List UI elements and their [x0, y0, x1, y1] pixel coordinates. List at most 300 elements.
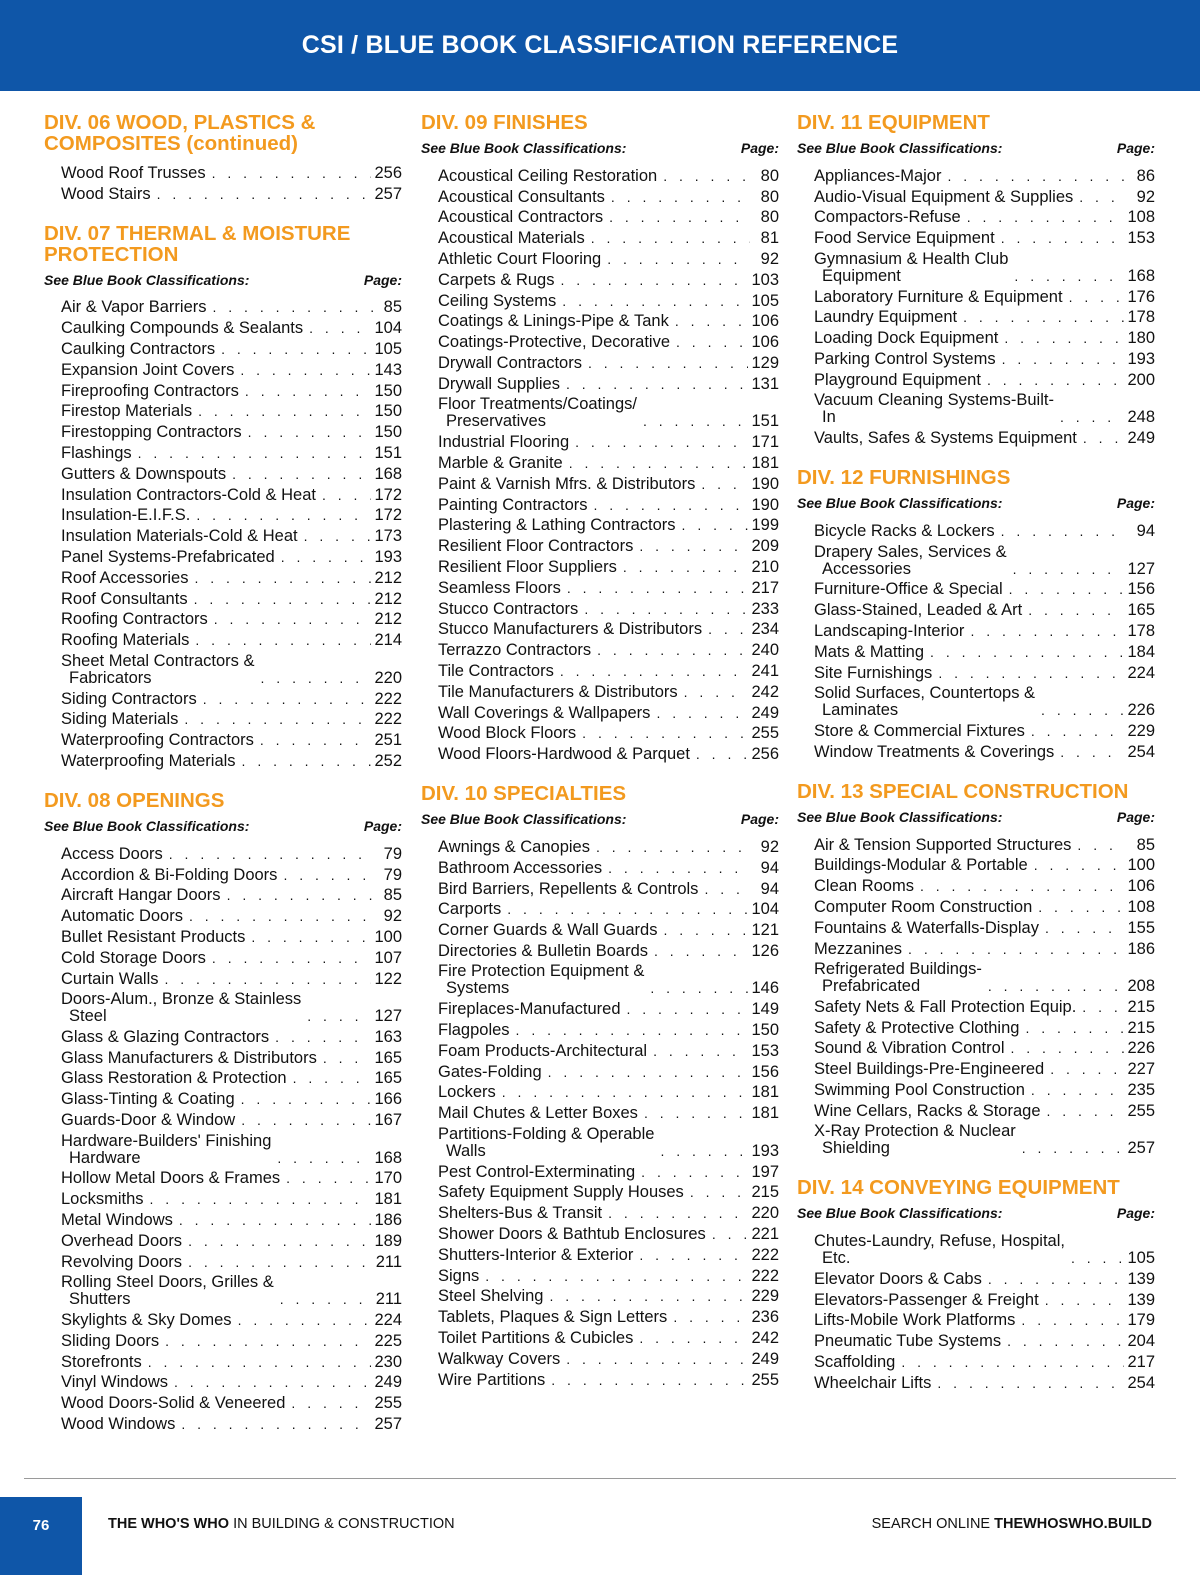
classification-name-text: Wheelchair Lifts [814, 1373, 932, 1392]
classification-name-text: Sheet Metal Contractors & [61, 651, 255, 670]
classification-name-text: Signs [438, 1266, 480, 1285]
page-number-ref: 149 [751, 1000, 779, 1019]
classification-name [814, 189, 1073, 206]
classification-entry [438, 742, 779, 763]
classification-entry [61, 687, 402, 708]
classification-name-text: Terrazzo Contractors [438, 641, 592, 660]
page-number-ref: 186 [374, 1211, 402, 1230]
classification-entry [438, 1181, 779, 1202]
dot-leader [277, 1150, 371, 1167]
classification-name [438, 1001, 621, 1018]
classification-name-text: Mail Chutes & Letter Boxes [438, 1104, 638, 1123]
dot-leader [212, 165, 372, 182]
classification-name-text: Carports [438, 900, 502, 919]
classification-name [61, 1091, 235, 1108]
classification-name [61, 632, 189, 649]
classification-entry [438, 1101, 779, 1122]
classification-name [438, 1247, 633, 1264]
dot-leader [1083, 430, 1125, 447]
page-number-ref: 108 [1127, 897, 1155, 916]
classification-name [814, 602, 1022, 619]
classification-name [438, 746, 690, 763]
classification-name-text: Glass Manufacturers & Distributors [61, 1048, 317, 1067]
page-number-ref: 229 [1127, 721, 1155, 740]
classification-entry [814, 995, 1155, 1016]
classification-entry [814, 206, 1155, 227]
page-number-ref: 80 [760, 166, 779, 185]
column-2 [421, 112, 779, 1409]
classification-name-text: Acoustical Materials [438, 229, 585, 248]
classification-name-text: Glass-Tinting & Coating [61, 1090, 235, 1109]
dot-leader [1077, 837, 1126, 854]
classification-name [61, 929, 245, 946]
classification-list [797, 519, 1155, 761]
classification-name-text: Marble & Granite [438, 453, 563, 472]
dot-leader [323, 1050, 372, 1067]
dot-leader [607, 251, 750, 268]
classification-entry [61, 1025, 402, 1046]
page-number-ref: 204 [1127, 1332, 1155, 1351]
classification-entry [438, 1326, 779, 1347]
classification-entry [61, 1329, 402, 1350]
division-title: DIV. 12 FURNISHINGS [797, 466, 1011, 490]
classification-name-text: Tablets, Plaques & Sign Letters [438, 1308, 668, 1327]
classification-name-text: Automatic Doors [61, 907, 183, 926]
page-number-ref: 81 [760, 229, 779, 248]
classification-name-text: X-Ray Protection & Nuclear [814, 1122, 1016, 1141]
dot-leader [1028, 602, 1124, 619]
page-number-ref: 127 [1127, 559, 1155, 578]
dot-leader [245, 383, 372, 400]
dot-leader [240, 362, 371, 379]
classification-name-continued: Shutters [69, 1290, 131, 1309]
page-number-ref: 254 [1127, 742, 1155, 761]
page-number-ref: 227 [1127, 1060, 1155, 1079]
page-number-ref: 193 [1127, 349, 1155, 368]
page-number-ref: 92 [1136, 187, 1155, 206]
division-section [421, 112, 779, 763]
classification-name [438, 963, 644, 997]
page-number-ref: 222 [751, 1266, 779, 1285]
page-title: CSI / BLUE BOOK CLASSIFICATION REFERENCE [301, 31, 899, 59]
page-number-ref: 248 [1127, 408, 1155, 427]
classification-name [61, 732, 254, 749]
classification-entry [61, 379, 402, 400]
page-number-ref: 143 [374, 360, 402, 379]
classification-name [814, 1354, 895, 1371]
dot-leader [189, 908, 373, 925]
classification-name-text: Steel Buildings-Pre-Engineered [814, 1060, 1045, 1079]
classification-name-text: Mezzanines [814, 939, 903, 958]
classification-name-text: Laundry Equipment [814, 308, 958, 327]
dot-leader [184, 711, 371, 728]
classification-entry [814, 540, 1155, 578]
classification-name-text: Acoustical Consultants [438, 187, 605, 206]
page-header [0, 0, 1200, 91]
dot-leader [181, 1416, 371, 1433]
publication-name [108, 1516, 455, 1532]
classification-name-text: Rolling Steel Doors, Grilles & [61, 1273, 274, 1292]
publication-name-rest: IN BUILDING & CONSTRUCTION [229, 1516, 455, 1532]
dot-leader [562, 293, 748, 310]
division-title: DIV. 13 SPECIAL CONSTRUCTION [797, 779, 1129, 803]
classification-entry [814, 426, 1155, 447]
page-number-ref: 85 [383, 298, 402, 317]
page-number-ref: 167 [374, 1111, 402, 1130]
subheader-label: See Blue Book Classifications: [44, 817, 250, 834]
classification-entry [814, 682, 1155, 720]
division-section [797, 781, 1155, 1158]
classification-name [438, 839, 590, 856]
classification-name [814, 523, 995, 540]
page-number-ref: 189 [374, 1231, 402, 1250]
page-number-ref: 212 [374, 568, 402, 587]
classification-entry [438, 185, 779, 206]
page-number-ref: 80 [760, 208, 779, 227]
classification-name [61, 186, 151, 203]
classification-name-text: Swimming Pool Construction [814, 1081, 1025, 1100]
classification-entry [814, 247, 1155, 285]
dot-leader [275, 1029, 371, 1046]
classification-name-text: Air & Tension Supported Structures [814, 835, 1072, 854]
classification-subheader [44, 272, 402, 288]
classification-entry [814, 958, 1155, 996]
classification-name [814, 899, 1032, 916]
classification-name [61, 846, 163, 863]
classification-name-text: Vacuum Cleaning Systems-Built- [814, 391, 1054, 410]
classification-name-text: Floor Treatments/Coatings/ [438, 395, 637, 414]
dot-leader [675, 313, 749, 330]
classification-list [44, 296, 402, 770]
classification-name-continued: Preservatives [446, 412, 546, 431]
classification-name [61, 507, 190, 524]
classification-entry [61, 161, 402, 182]
classification-name [814, 1103, 1041, 1120]
classification-entry [438, 226, 779, 247]
dot-leader [701, 476, 748, 493]
website-link[interactable]: THEWHOSWHO.BUILD [994, 1516, 1152, 1532]
classification-name [438, 901, 501, 918]
classification-name-text: Lifts-Mobile Work Platforms [814, 1311, 1016, 1330]
dot-leader [304, 528, 372, 545]
page-number-ref: 150 [374, 423, 402, 442]
page-number-ref: 257 [1127, 1139, 1155, 1158]
classification-name-text: Fountains & Waterfalls-Display [814, 918, 1039, 937]
classification-name-continued: Fabricators [69, 668, 152, 687]
dot-leader [660, 1143, 748, 1160]
dot-leader [1034, 857, 1125, 874]
page-number-ref: 181 [751, 453, 779, 472]
page-number-ref: 221 [751, 1225, 779, 1244]
classification-name [61, 165, 206, 182]
classification-name [438, 663, 554, 680]
page-number-ref: 79 [383, 844, 402, 863]
classification-name-continued: Laminates [822, 701, 899, 720]
classification-entry [61, 566, 402, 587]
classification-entry [814, 1371, 1155, 1392]
classification-entry [438, 310, 779, 331]
subheader-label: See Blue Book Classifications: [797, 808, 1003, 825]
classification-name [438, 1064, 542, 1081]
page-number-ref: 211 [375, 1252, 402, 1271]
dot-leader [248, 424, 372, 441]
page-number-ref: 106 [1127, 877, 1155, 896]
classification-entry [61, 649, 402, 687]
page-number-ref: 226 [1127, 701, 1155, 720]
page-number-ref: 249 [751, 1349, 779, 1368]
division-section [44, 790, 402, 1433]
classification-name-continued: Hardware [69, 1148, 141, 1167]
classification-name-text: Food Service Equipment [814, 229, 995, 248]
classification-entry [438, 268, 779, 289]
page-number-ref: 214 [374, 631, 402, 650]
dot-leader [594, 497, 749, 514]
classification-list [421, 835, 779, 1389]
dot-leader [1001, 230, 1125, 247]
page-number-ref: 151 [374, 443, 402, 462]
page-number-ref: 100 [1127, 856, 1155, 875]
classification-name [438, 209, 603, 226]
classification-name-continued: Etc. [822, 1249, 851, 1268]
classification-name [61, 403, 192, 420]
division-section [797, 112, 1155, 447]
classification-name [61, 320, 303, 337]
classification-entry [61, 587, 402, 608]
page-number-ref: 86 [1136, 166, 1155, 185]
classification-entry [814, 719, 1155, 740]
dot-leader [639, 1247, 748, 1264]
classification-entry [61, 1167, 402, 1188]
dot-leader [712, 1226, 749, 1243]
classification-name [438, 642, 591, 659]
page-number-ref: 104 [374, 319, 402, 338]
subheader-page-label: Page: [740, 140, 779, 156]
division-title: DIV. 08 OPENINGS [44, 788, 225, 812]
classification-name-text: Wood Stairs [61, 184, 151, 203]
classification-name-text: Waterproofing Materials [61, 751, 236, 770]
classification-name [814, 1292, 1039, 1309]
subheader-page-label: Page: [1116, 495, 1155, 512]
classification-entry [438, 1081, 779, 1102]
classification-name [814, 581, 1003, 598]
classification-name-text: Audio-Visual Equipment & Supplies [814, 187, 1074, 206]
page-number-ref: 168 [1127, 266, 1155, 285]
classification-name [438, 272, 554, 289]
dot-leader [1060, 744, 1124, 761]
classification-name [438, 376, 560, 393]
classification-entry [814, 598, 1155, 619]
dot-leader [188, 1254, 373, 1271]
dot-leader [908, 941, 1124, 958]
page-number-ref: 210 [751, 557, 779, 576]
page-number-ref: 224 [374, 1311, 402, 1330]
classification-name [438, 434, 569, 451]
classification-entry [814, 1078, 1155, 1099]
classification-name-text: Fireplaces-Manufactured [438, 1000, 621, 1019]
classification-name-text: Flagpoles [438, 1021, 510, 1040]
classification-entry [61, 1108, 402, 1129]
classification-name-text: Wine Cellars, Racks & Storage [814, 1101, 1041, 1120]
classification-entry [438, 393, 779, 431]
classification-name [438, 1184, 684, 1201]
classification-entry [438, 1160, 779, 1181]
dot-leader [214, 611, 372, 628]
page-number-ref: 165 [374, 1069, 402, 1088]
dot-leader [947, 168, 1126, 185]
page-number-ref: 178 [1127, 621, 1155, 640]
page-number-ref: 80 [760, 187, 779, 206]
classification-name-text: Coatings-Protective, Decorative [438, 333, 671, 352]
publication-name-bold: THE WHO'S WHO [108, 1516, 230, 1532]
classification-entry [438, 1347, 779, 1368]
page-number-ref: 252 [374, 751, 402, 770]
classification-name-text: Glass-Stained, Leaded & Art [814, 601, 1023, 620]
classification-name-text: Bathroom Accessories [438, 858, 603, 877]
page-number-ref: 255 [751, 1370, 779, 1389]
classification-name [61, 1354, 142, 1371]
classification-name [814, 744, 1054, 761]
dot-leader [1010, 1040, 1124, 1057]
classification-name-text: Safety Nets & Fall Protection Equip. [814, 997, 1077, 1016]
classification-name-text: Bullet Resistant Products [61, 927, 246, 946]
dot-leader [569, 455, 749, 472]
page-number-ref: 105 [1127, 1249, 1155, 1268]
classification-name [814, 1082, 1025, 1099]
dot-leader [194, 591, 372, 608]
classification-entry [438, 638, 779, 659]
page-number-ref: 180 [1127, 329, 1155, 348]
dot-leader [690, 1184, 749, 1201]
classification-entry [61, 708, 402, 729]
classification-name-continued: Equipment [822, 266, 901, 285]
page-number-ref: 256 [751, 745, 779, 764]
subheader-page-label: Page: [740, 811, 779, 828]
division-section [44, 223, 402, 770]
classification-name [438, 922, 657, 939]
dot-leader [1001, 523, 1126, 540]
page-number-ref: 235 [1127, 1081, 1155, 1100]
classification-name-text: Bird Barriers, Repellents & Controls [438, 879, 699, 898]
page-number-ref: 209 [751, 537, 779, 556]
classification-entry [814, 1016, 1155, 1037]
classification-name-text: Firestopping Contractors [61, 423, 242, 442]
classification-entry [61, 1271, 402, 1309]
page-number-ref: 249 [1127, 429, 1155, 448]
page-number-ref: 181 [374, 1190, 402, 1209]
classification-entry [61, 1129, 402, 1167]
classification-name-text: Elevators-Passenger & Freight [814, 1290, 1039, 1309]
page-number-ref: 184 [1127, 642, 1155, 661]
page-number-ref: 222 [374, 710, 402, 729]
classification-entry [438, 701, 779, 722]
classification-name [61, 1274, 274, 1308]
classification-entry [438, 493, 779, 514]
classification-entry [61, 967, 402, 988]
classification-name [61, 383, 239, 400]
classification-name-text: Buildings-Modular & Portable [814, 856, 1028, 875]
classification-name-text: Stucco Contractors [438, 599, 579, 618]
classification-entry [438, 1243, 779, 1264]
classification-name-text: Scaffolding [814, 1353, 896, 1372]
classification-name [814, 230, 995, 247]
classification-name-text: Seamless Floors [438, 578, 561, 597]
classification-name-text: Hardware-Builders' Finishing [61, 1131, 272, 1150]
page-number-ref: 255 [751, 724, 779, 743]
classification-name [814, 251, 1008, 285]
classification-entry [438, 372, 779, 393]
classification-name [438, 881, 698, 898]
dot-leader [567, 580, 749, 597]
classification-list [421, 164, 779, 763]
classification-name-text: Vaults, Safes & Systems Equipment [814, 429, 1077, 448]
dot-leader [165, 1333, 371, 1350]
dot-leader [1014, 268, 1124, 285]
dot-leader [241, 1091, 372, 1108]
page-number-ref: 212 [374, 610, 402, 629]
classification-entry [438, 289, 779, 310]
dot-leader [194, 570, 371, 587]
classification-name-text: Overhead Doors [61, 1231, 183, 1250]
dot-leader [198, 403, 371, 420]
classification-name-text: Roof Consultants [61, 589, 188, 608]
dot-leader [643, 413, 748, 430]
page-number-ref: 153 [1127, 229, 1155, 248]
dot-leader [1041, 702, 1124, 719]
classification-name-text: Window Treatments & Coverings [814, 742, 1055, 761]
subheader-page-label: Page: [1116, 1205, 1155, 1222]
classification-name [438, 1105, 638, 1122]
dot-leader [1069, 289, 1125, 306]
classification-name [61, 887, 221, 904]
dot-leader [901, 1354, 1124, 1371]
classification-name-text: Refrigerated Buildings- [814, 960, 982, 979]
footer-divider [24, 1478, 1176, 1479]
classification-list [44, 161, 402, 203]
division-title: DIV. 06 WOOD, PLASTICS & COMPOSITES (continued) [44, 111, 316, 155]
classification-name-text: Lockers [438, 1083, 496, 1102]
classification-name-text: Tile Contractors [438, 661, 554, 680]
classification-name [61, 1254, 182, 1271]
classification-name-text: Gymnasium & Health Club [814, 249, 1009, 268]
classification-name-text: Coatings & Linings-Pipe & Tank [438, 312, 669, 331]
classification-name [438, 251, 601, 268]
classification-name-text: Safety & Protective Clothing [814, 1018, 1020, 1037]
dot-leader [663, 168, 750, 185]
classification-name [438, 1022, 510, 1039]
dot-leader [551, 1372, 748, 1389]
page-number-ref: 92 [383, 907, 402, 926]
classification-name [61, 1395, 285, 1412]
page-number-ref: 108 [1127, 208, 1155, 227]
classification-name [438, 455, 563, 472]
classification-entry [814, 640, 1155, 661]
classification-name [814, 665, 932, 682]
classification-entry [61, 925, 402, 946]
page-number-ref: 173 [374, 527, 402, 546]
classification-name-text: Playground Equipment [814, 370, 981, 389]
classification-name-text: Storefronts [61, 1352, 142, 1371]
dot-leader [286, 1170, 371, 1187]
classification-name [814, 1312, 1015, 1329]
classification-name [61, 867, 277, 884]
page-number-ref: 100 [374, 927, 402, 946]
page-number-ref: 254 [1127, 1373, 1155, 1392]
page-number-ref: 226 [1127, 1039, 1155, 1058]
classification-entry [438, 1368, 779, 1389]
classification-name [814, 1040, 1004, 1057]
dot-leader [157, 186, 372, 203]
classification-entry [814, 1120, 1155, 1158]
